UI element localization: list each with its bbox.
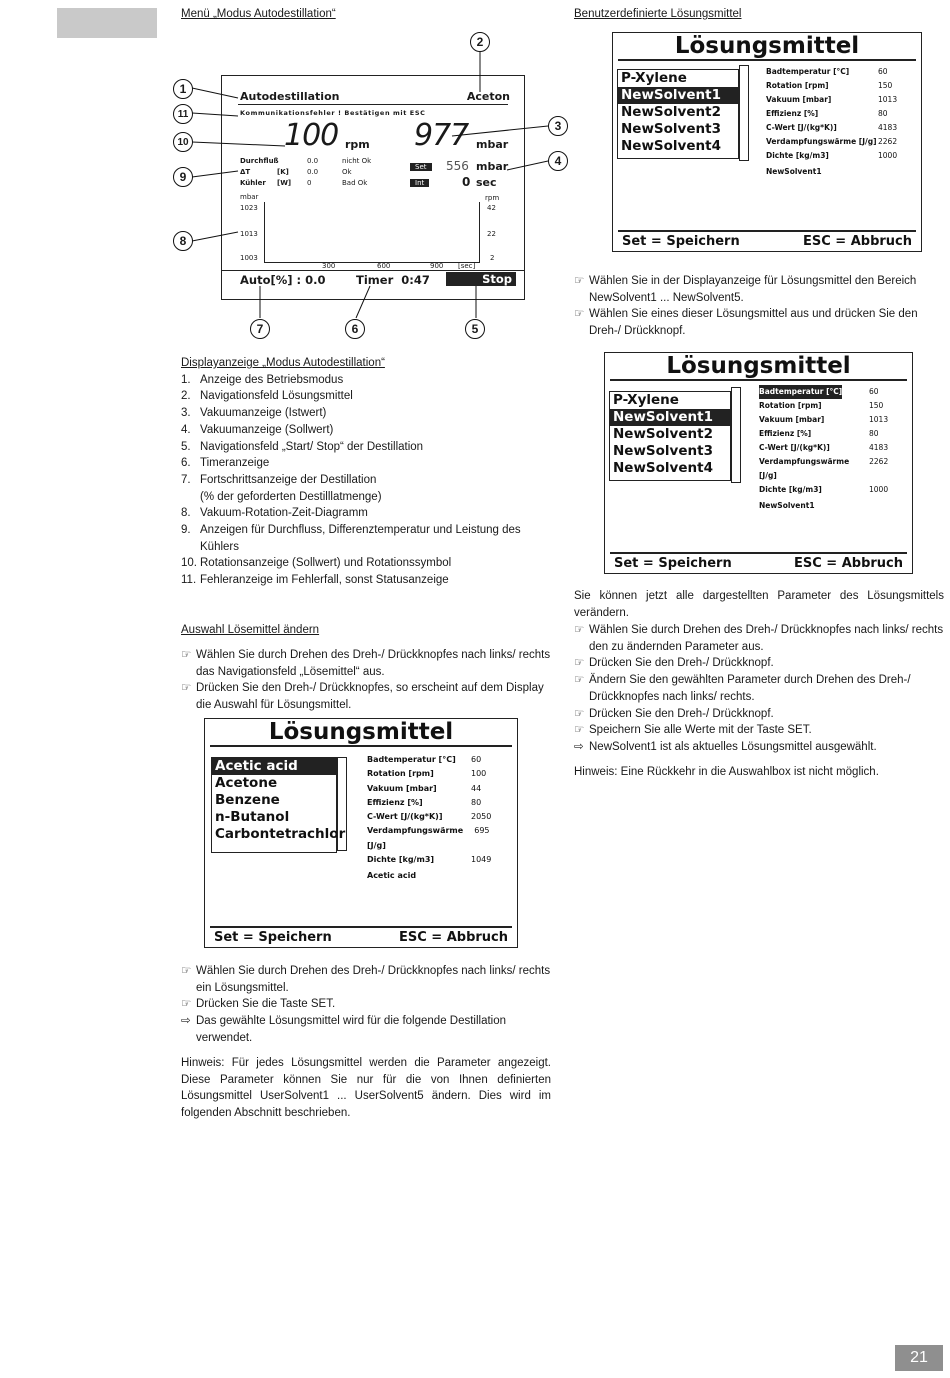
callout-9: 9 xyxy=(173,167,193,187)
list-item: ⇨ Das gewählte Lösungsmittel wird für die folgende Destillation verwendet. xyxy=(181,1013,551,1046)
list-item: ⇨ NewSolvent1 ist als aktuelles Lösungsmittel ausgewählt. xyxy=(574,739,944,756)
param-row: Verdampfungswärme [J/g] 695 xyxy=(367,826,490,850)
list-item[interactable]: Acetone xyxy=(215,775,278,791)
row-state: nicht Ok xyxy=(342,157,372,165)
list-item[interactable]: NewSolvent3 xyxy=(613,443,713,459)
row-value: 0.0 xyxy=(307,168,319,176)
display-title: Displayanzeige „Modus Autodestillation“ xyxy=(181,357,385,369)
int-value: 0 xyxy=(462,175,471,189)
list-item: ☞ Drücken Sie den Dreh-/ Drückknopfes, so erscheint auf dem Display die Auswahl für Lösungsmittel. xyxy=(181,680,551,713)
right-steps-1 xyxy=(574,273,944,340)
stop-button[interactable]: Stop xyxy=(446,272,516,286)
change-title: Auswahl Lösemittel ändern xyxy=(181,624,320,636)
solvent-screen-left xyxy=(204,718,518,948)
callout-1: 1 xyxy=(173,79,193,99)
hand-icon: ☞ xyxy=(574,275,585,287)
y-right-unit: rpm xyxy=(485,194,500,202)
screen-title: Lösungsmittel xyxy=(210,719,512,747)
solvent-list[interactable] xyxy=(211,757,346,853)
list-item: 2. Navigationsfeld Lösungsmittel xyxy=(181,390,353,403)
param-row: Vakuum [mbar] 1013 xyxy=(766,95,898,104)
timer: Timer 0:47 xyxy=(356,273,430,287)
hand-icon: ☞ xyxy=(574,308,585,321)
list-item: 5. Navigationsfeld „Start/ Stop“ der Destillation xyxy=(181,440,424,453)
row-label: Kühler xyxy=(240,179,266,187)
display-items xyxy=(181,372,551,589)
list-item: 6. Timeranzeige xyxy=(181,457,270,470)
screen-footer xyxy=(610,552,907,573)
row-unit: [K] xyxy=(277,168,289,176)
set-value: 556 xyxy=(446,159,469,173)
y-left-unit: mbar xyxy=(240,193,259,201)
row-label: Durchfluß xyxy=(240,157,279,165)
param-row[interactable]: C-Wert [J/(kg*K)] 4183 xyxy=(759,443,889,452)
callout-2: 2 xyxy=(470,32,490,52)
list-item[interactable]: NewSolvent2 xyxy=(613,426,713,442)
x-tick: 900 xyxy=(430,262,444,270)
int-unit: sec xyxy=(476,176,497,189)
x-tick: 300 xyxy=(322,262,336,270)
hand-icon: ☞ xyxy=(574,707,585,720)
y-left-tick: 1023 xyxy=(240,204,258,212)
param-row[interactable]: Badtemperatur [°C] 60 xyxy=(759,385,905,399)
scrollbar[interactable] xyxy=(739,65,749,161)
y-left-tick: 1013 xyxy=(240,230,258,238)
param-row: Vakuum [mbar] 44 xyxy=(367,783,482,793)
row-state: Ok xyxy=(342,168,352,176)
list-item: 1. Anzeige des Betriebsmodus xyxy=(181,373,344,386)
save-hint: Set = Speichern xyxy=(622,234,740,249)
list-item: ☞ Wählen Sie in der Displayanzeige für Lösungsmittel den Bereich NewSolvent1 ... NewSolvent5. xyxy=(574,273,944,306)
list-item[interactable]: Acetic acid xyxy=(212,758,336,775)
param-list xyxy=(759,385,905,513)
solvent-name: NewSolvent1 xyxy=(766,167,822,176)
menu-title: Menü „Modus Autodestillation“ xyxy=(181,8,336,20)
y-right-tick: 2 xyxy=(490,254,495,262)
set-badge: Set xyxy=(410,163,432,171)
solvent-label[interactable]: Aceton xyxy=(466,90,510,103)
callout-4: 4 xyxy=(548,151,568,171)
screen-title: Lösungsmittel xyxy=(610,353,907,381)
param-row[interactable]: Dichte [kg/m3] 1000 xyxy=(759,485,889,494)
hand-icon: ☞ xyxy=(574,624,585,636)
list-item[interactable]: NewSolvent2 xyxy=(621,104,721,120)
right-steps-2 xyxy=(574,622,944,756)
arrow-icon: ⇨ xyxy=(574,740,584,753)
param-row: Dichte [kg/m3] 1049 xyxy=(367,855,492,865)
y-right-tick: 42 xyxy=(487,204,496,212)
cancel-hint: ESC = Abbruch xyxy=(802,234,912,249)
screen-footer xyxy=(210,926,512,947)
param-row: C-Wert [J/(kg*K)] 4183 xyxy=(766,123,898,132)
solvent-list[interactable] xyxy=(617,69,739,159)
arrow-icon: ⇨ xyxy=(181,1015,191,1028)
list-item: (% der geforderten Destilllatmenge) xyxy=(200,490,382,503)
list-item[interactable]: NewSolvent3 xyxy=(621,121,721,137)
y-right-tick: 22 xyxy=(487,230,496,238)
list-item: 10. Rotationsanzeige (Sollwert) und Rotationssymbol xyxy=(181,557,452,570)
scrollbar[interactable] xyxy=(731,387,741,483)
list-item: ☞ Drücken Sie den Dreh-/ Drückknopf. xyxy=(574,706,944,723)
right-intro: Sie können jetzt alle dargestellten Parameter des Lösungsmittels verändern. xyxy=(574,590,944,619)
screen-footer xyxy=(618,230,916,251)
param-list xyxy=(766,65,914,179)
y-left-tick: 1003 xyxy=(240,254,258,262)
hand-icon: ☞ xyxy=(181,649,192,661)
list-item: ☞ Drücken Sie die Taste SET. xyxy=(181,996,551,1013)
vacuum-value: 977 xyxy=(414,118,469,153)
param-row: C-Wert [J/(kg*K)] 2050 xyxy=(367,812,492,822)
list-item[interactable]: Benzene xyxy=(215,792,280,808)
list-item: ☞ Speichern Sie alle Werte mit der Taste SET. xyxy=(574,722,944,739)
int-badge: Int xyxy=(410,179,429,187)
list-item: 7. Fortschrittsanzeige der Destillation xyxy=(181,473,377,486)
list-item: ☞ Ändern Sie den gewählten Parameter durch Drehen des Dreh-/ Drückknopfes nach links/ rechts. xyxy=(574,672,944,705)
solvent-screen-2 xyxy=(604,352,913,574)
highlighted-param: Badtemperatur [°C] xyxy=(759,385,842,399)
row-unit: [W] xyxy=(277,179,292,187)
scrollbar[interactable] xyxy=(337,757,347,851)
hand-icon: ☞ xyxy=(574,674,585,687)
save-hint: Set = Speichern xyxy=(614,556,732,571)
vacuum-unit: mbar xyxy=(476,138,509,151)
change-steps xyxy=(181,647,551,714)
status-line: Kommunikationsfehler ! Bestätigen mit ESC xyxy=(240,109,426,117)
callout-8: 8 xyxy=(173,231,193,251)
param-list xyxy=(367,753,507,884)
page-number: 21 xyxy=(895,1345,943,1371)
list-item: 11. Fehleranzeige im Fehlerfall, sonst Statusanzeige xyxy=(181,574,449,587)
rpm-unit: rpm xyxy=(345,138,370,151)
mode-label: Autodestillation xyxy=(240,90,340,103)
callout-3: 3 xyxy=(548,116,568,136)
cancel-hint: ESC = Abbruch xyxy=(398,930,508,945)
solvent-screen-1 xyxy=(612,32,922,252)
list-item: 3. Vakuumanzeige (Istwert) xyxy=(181,407,327,420)
callout-5: 5 xyxy=(465,319,485,339)
hinweis-left: Hinweis: Für jedes Lösungsmittel werden die Parameter angezeigt. Diese Parameter können Sie nur für die von Ihnen definierten Lösungsmittel UserSolvent1 ... UserSolvent5 ändern. Dies wird im folgenden Abschnitt beschrieben. xyxy=(181,1057,551,1120)
hand-icon: ☞ xyxy=(574,724,585,737)
display-legend xyxy=(181,355,551,589)
list-item: Kühlers xyxy=(200,540,239,553)
hand-icon: ☞ xyxy=(181,965,192,977)
list-item[interactable]: NewSolvent4 xyxy=(613,460,713,476)
row-value: 0 xyxy=(307,179,312,187)
x-tick: 600 xyxy=(377,262,391,270)
right-title: Benutzerdefinierte Lösungsmittel xyxy=(574,8,742,20)
list-item[interactable]: NewSolvent4 xyxy=(621,138,721,154)
param-row[interactable]: Effizienz [%] 80 xyxy=(759,429,879,438)
list-item[interactable]: NewSolvent1 xyxy=(610,409,730,426)
list-item: ☞ Wählen Sie durch Drehen des Dreh-/ Drückknopfes nach links/ rechts ein Lösungsmittel. xyxy=(181,963,551,996)
param-row: Badtemperatur [°C] 60 xyxy=(766,67,888,76)
list-item: ☞ Wählen Sie durch Drehen des Dreh-/ Drückknopfes nach links/ rechts das Navigationsfeld „Lösemittel“ aus. xyxy=(181,647,551,680)
list-item: ☞ Drücken Sie den Dreh-/ Drückknopf. xyxy=(574,655,944,672)
callout-6: 6 xyxy=(345,319,365,339)
row-state: Bad Ok xyxy=(342,179,368,187)
solvent-name: NewSolvent1 xyxy=(759,501,815,510)
row-label: ΔT xyxy=(240,168,251,176)
param-row: Effizienz [%] 80 xyxy=(367,797,482,807)
list-item[interactable]: Carbontetrachlor xyxy=(215,826,346,842)
callout-10: 10 xyxy=(173,132,193,152)
list-item[interactable]: P-Xylene xyxy=(621,70,687,86)
list-item[interactable]: NewSolvent1 xyxy=(618,87,738,104)
cancel-hint: ESC = Abbruch xyxy=(793,556,903,571)
screen-title: Lösungsmittel xyxy=(618,33,916,61)
hinweis-right: Hinweis: Eine Rückkehr in die Auswahlbox ist nicht möglich. xyxy=(574,766,879,778)
param-row[interactable]: Verdampfungswärme [J/g] 2262 xyxy=(759,457,889,480)
row-value: 0.0 xyxy=(307,157,319,165)
list-item: ☞ Wählen Sie eines dieser Lösungsmittel aus und drücken Sie den Dreh-/ Drückknopf. xyxy=(574,306,944,339)
param-row[interactable]: Rotation [rpm] 150 xyxy=(759,401,884,410)
param-row: Verdampfungswärme [J/g] 2262 xyxy=(766,137,898,146)
callout-7: 7 xyxy=(250,319,270,339)
list-item: 9. Anzeigen für Durchfluss, Differenztemperatur und Leistung des xyxy=(181,524,521,537)
list-item[interactable]: P-Xylene xyxy=(613,392,679,408)
rpm-value: 100 xyxy=(284,118,339,153)
param-row: Rotation [rpm] 100 xyxy=(367,769,487,779)
solvent-name: Acetic acid xyxy=(367,871,417,881)
list-item: 8. Vakuum-Rotation-Zeit-Diagramm xyxy=(181,507,368,520)
param-row: Effizienz [%] 80 xyxy=(766,109,888,118)
param-row: Dichte [kg/m3] 1000 xyxy=(766,151,898,160)
hand-icon: ☞ xyxy=(574,657,585,670)
list-item[interactable]: n-Butanol xyxy=(215,809,290,825)
list-item: ☞ Wählen Sie durch Drehen des Dreh-/ Drückknopfes nach links/ rechts den zu ändernden Parameter aus. xyxy=(574,622,944,655)
save-hint: Set = Speichern xyxy=(214,930,332,945)
set-unit: mbar xyxy=(476,160,509,173)
hand-icon: ☞ xyxy=(181,682,192,695)
param-row: Badtemperatur [°C] 60 xyxy=(367,755,482,764)
hand-icon: ☞ xyxy=(181,998,192,1011)
param-row[interactable]: Vakuum [mbar] 1013 xyxy=(759,415,889,424)
x-unit: [sec] xyxy=(458,262,476,270)
list-item: 4. Vakuumanzeige (Sollwert) xyxy=(181,423,334,436)
param-row: Rotation [rpm] 150 xyxy=(766,81,893,90)
auto-progress: Auto[%] : 0.0 xyxy=(240,273,326,287)
solvent-list[interactable] xyxy=(609,391,731,481)
callout-11: 11 xyxy=(173,104,193,124)
after-steps xyxy=(181,963,551,1047)
